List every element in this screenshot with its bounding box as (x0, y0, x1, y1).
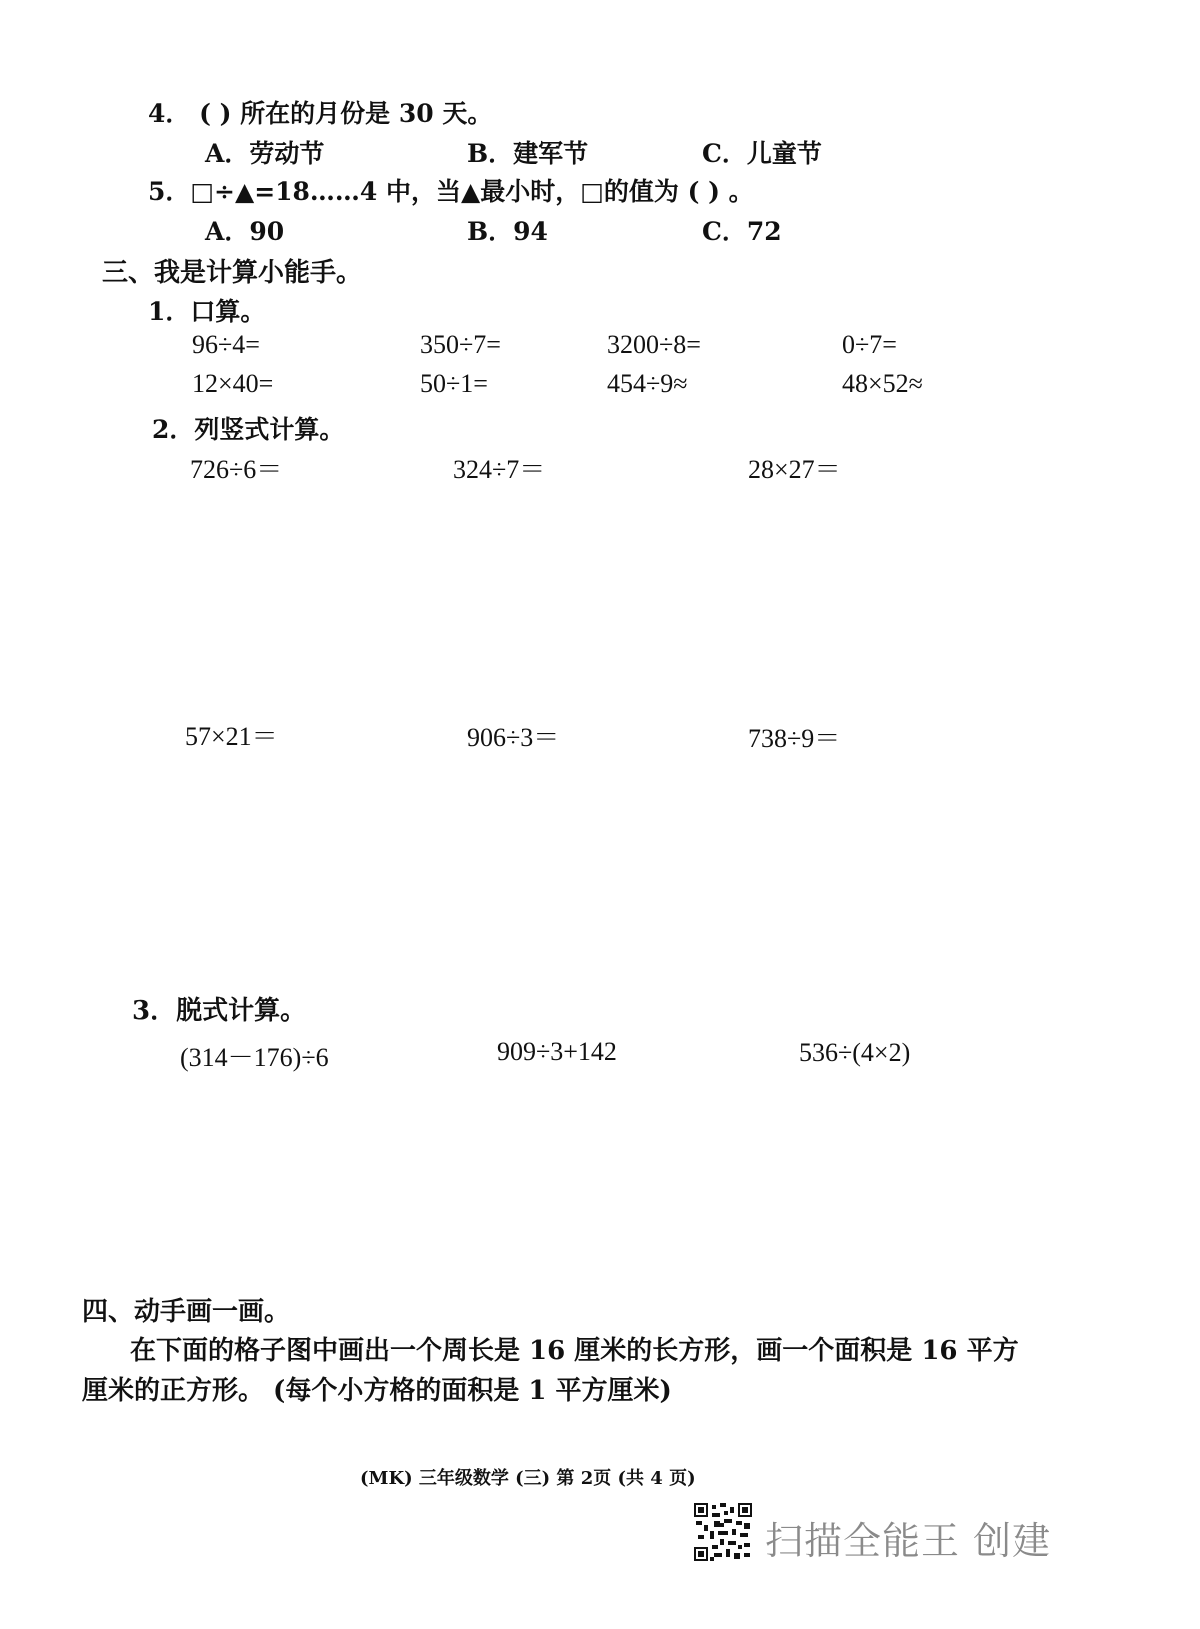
question-4-option-b: B．建军节 (467, 139, 589, 168)
stepwise-expr: 909÷3+142 (497, 1037, 617, 1066)
vertical-calc-title: 2．列竖式计算。 (152, 415, 345, 444)
question-4-option-c: C．儿童节 (702, 139, 822, 168)
vertical-expr: 324÷7＝ (453, 455, 546, 484)
oral-expr: 350÷7= (420, 330, 501, 359)
question-5-text: 5．□÷▲=18……4 中，当▲最小时，□的值为 ( ) 。 (148, 177, 754, 206)
oral-expr: 48×52≈ (842, 369, 923, 398)
vertical-expr: 726÷6＝ (190, 455, 283, 484)
page-footer: (MK) 三年级数学 (三) 第 2页 (共 4 页) (360, 1468, 696, 1489)
qr-code-icon (694, 1503, 752, 1561)
oral-expr: 96÷4= (192, 330, 260, 359)
question-5-option-a: A．90 (205, 217, 285, 246)
vertical-expr: 28×27＝ (748, 455, 841, 484)
oral-expr: 12×40= (192, 369, 274, 398)
section-4-title: 四、动手画一画。 (82, 1297, 291, 1327)
section-3-title: 三、我是计算小能手。 (102, 258, 363, 288)
oral-expr: 0÷7= (842, 330, 897, 359)
vertical-expr: 738÷9＝ (748, 724, 841, 753)
stepwise-calc-title: 3．脱式计算。 (132, 996, 307, 1026)
question-5-option-c: C．72 (702, 217, 782, 246)
question-4-option-a: A．劳动节 (205, 139, 325, 168)
stepwise-expr: (314－176)÷6 (180, 1043, 329, 1072)
vertical-expr: 906÷3＝ (467, 723, 560, 752)
question-5-option-b: B．94 (467, 217, 548, 246)
oral-expr: 454÷9≈ (607, 369, 688, 398)
section-4-paragraph-line-1: 在下面的格子图中画出一个周长是 16 厘米的长方形，画一个面积是 16 平方 (130, 1336, 1019, 1366)
vertical-expr: 57×21＝ (185, 722, 278, 751)
stepwise-expr: 536÷(4×2) (799, 1038, 911, 1067)
oral-expr: 3200÷8= (607, 330, 701, 359)
oral-calc-title: 1．口算。 (148, 297, 266, 326)
question-4-text: 4． ( ) 所在的月份是 30 天。 (148, 99, 493, 128)
scanner-watermark: 扫描全能王 创建 (765, 1519, 1052, 1563)
oral-expr: 50÷1= (420, 369, 488, 398)
section-4-paragraph-line-2: 厘米的正方形。 (每个小方格的面积是 1 平方厘米) (82, 1376, 672, 1406)
